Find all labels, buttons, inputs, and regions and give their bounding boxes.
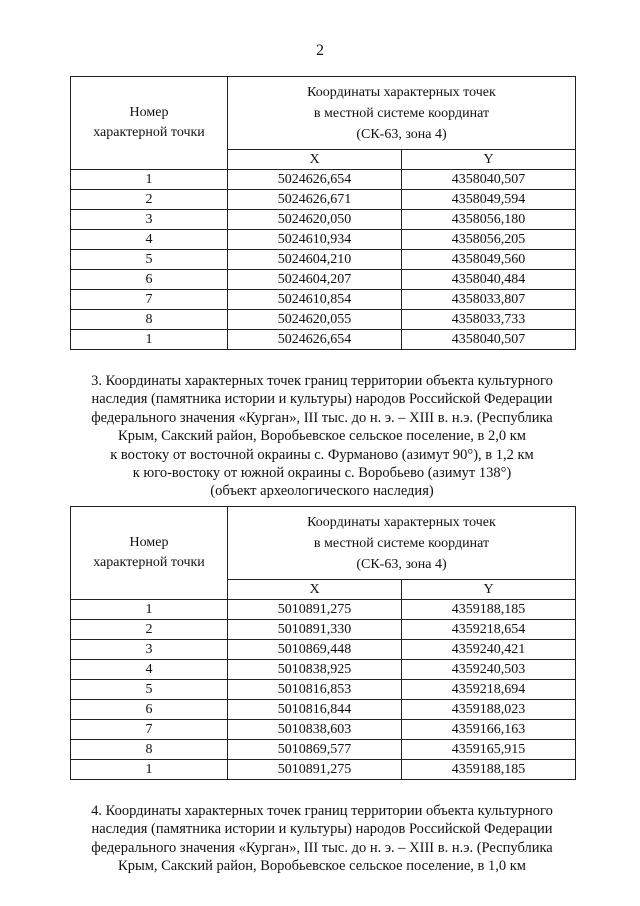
table-row (71, 620, 576, 640)
coord-header-line: (СК-63, зона 4) (356, 126, 447, 142)
coordinates-table-2 (70, 506, 576, 780)
point-number-header (71, 507, 228, 600)
point-number-cell: 4 (71, 230, 228, 250)
point-number-cell: 1 (71, 330, 228, 350)
text-line: федерального значения «Курган», III тыс. до н. э. – XIII в. н.э. (Республика (91, 839, 553, 856)
point-header-line: характерной точки (93, 125, 205, 140)
x-coordinate-cell: 5024626,654 (228, 170, 402, 190)
x-coordinate-cell: 5010869,577 (228, 740, 402, 760)
table-row (71, 170, 576, 190)
point-number-cell: 1 (71, 760, 228, 780)
point-number-cell: 3 (71, 210, 228, 230)
x-header: X (228, 580, 402, 600)
y-coordinate-cell: 4358056,180 (402, 210, 576, 230)
text-line: 3. Координаты характерных точек границ территории объекта культурного (91, 373, 553, 389)
table-row (71, 680, 576, 700)
coord-header-line: в местной системе координат (313, 535, 490, 551)
y-coordinate-cell: 4359218,694 (402, 680, 576, 700)
table-row (71, 330, 576, 350)
table-row (71, 660, 576, 680)
section-3-text (60, 372, 584, 501)
point-number-cell: 7 (71, 720, 228, 740)
y-coordinate-cell: 4359218,654 (402, 620, 576, 640)
point-number-cell: 6 (71, 700, 228, 720)
y-coordinate-cell: 4359188,185 (402, 760, 576, 780)
y-coordinate-cell: 4359240,503 (402, 660, 576, 680)
coord-header-line: Координаты характерных точек (307, 84, 496, 100)
text-line: наследия (памятника истории и культуры) народов Российской Федерации (91, 391, 553, 408)
table-row (71, 700, 576, 720)
point-header-line: Номер (129, 535, 169, 550)
y-header: Y (402, 150, 576, 170)
text-line: Крым, Сакский район, Воробьевское сельское поселение, в 2,0 км (118, 428, 526, 445)
y-coordinate-cell: 4358056,205 (402, 230, 576, 250)
point-number-cell: 2 (71, 620, 228, 640)
y-coordinate-cell: 4359188,023 (402, 700, 576, 720)
y-coordinate-cell: 4359188,185 (402, 600, 576, 620)
table-row (71, 640, 576, 660)
y-coordinate-cell: 4358049,560 (402, 250, 576, 270)
x-coordinate-cell: 5024610,934 (228, 230, 402, 250)
point-number-cell: 5 (71, 680, 228, 700)
point-header-line: Номер (129, 105, 169, 120)
x-coordinate-cell: 5024626,654 (228, 330, 402, 350)
table-row (71, 600, 576, 620)
table-row (71, 740, 576, 760)
x-coordinate-cell: 5024610,854 (228, 290, 402, 310)
x-coordinate-cell: 5010869,448 (228, 640, 402, 660)
x-header: X (228, 150, 402, 170)
y-coordinate-cell: 4358049,594 (402, 190, 576, 210)
y-coordinate-cell: 4359165,915 (402, 740, 576, 760)
coordinates-header (228, 507, 576, 580)
page-number: 2 (316, 42, 324, 59)
point-header-line: характерной точки (93, 555, 205, 570)
y-coordinate-cell: 4359240,421 (402, 640, 576, 660)
point-number-cell: 6 (71, 270, 228, 290)
coord-header-line: Координаты характерных точек (307, 514, 496, 530)
text-line: наследия (памятника истории и культуры) народов Российской Федерации (91, 821, 553, 838)
y-coordinate-cell: 4359166,163 (402, 720, 576, 740)
table-row (71, 270, 576, 290)
x-coordinate-cell: 5024620,050 (228, 210, 402, 230)
text-line: к востоку от восточной окраины с. Фурманово (азимут 90°), в 1,2 км (110, 446, 534, 463)
table-row (71, 310, 576, 330)
point-number-cell: 4 (71, 660, 228, 680)
point-number-cell: 5 (71, 250, 228, 270)
text-line: к юго-востоку от южной окраины с. Воробьево (азимут 138°) (132, 465, 512, 482)
x-coordinate-cell: 5024626,671 (228, 190, 402, 210)
y-coordinate-cell: 4358040,507 (402, 170, 576, 190)
point-number-cell: 8 (71, 740, 228, 760)
coord-header-line: в местной системе координат (313, 105, 490, 121)
y-header: Y (402, 580, 576, 600)
coordinates-header (228, 77, 576, 150)
x-coordinate-cell: 5010838,925 (228, 660, 402, 680)
y-coordinate-cell: 4358033,807 (402, 290, 576, 310)
x-coordinate-cell: 5024620,055 (228, 310, 402, 330)
point-number-cell: 3 (71, 640, 228, 660)
point-number-cell: 1 (71, 170, 228, 190)
x-coordinate-cell: 5010838,603 (228, 720, 402, 740)
text-line: федерального значения «Курган», III тыс. до н. э. – XIII в. н.э. (Республика (91, 409, 553, 426)
table-row (71, 230, 576, 250)
text-line: (объект археологического наследия) (210, 483, 434, 500)
point-number-header (71, 77, 228, 170)
x-coordinate-cell: 5010816,853 (228, 680, 402, 700)
text-line: 4. Координаты характерных точек границ территории объекта культурного (91, 803, 553, 819)
coordinates-table-1 (70, 76, 576, 350)
y-coordinate-cell: 4358033,733 (402, 310, 576, 330)
table-row (71, 210, 576, 230)
point-number-cell: 2 (71, 190, 228, 210)
table-row (71, 760, 576, 780)
section-4-text (60, 802, 584, 876)
y-coordinate-cell: 4358040,507 (402, 330, 576, 350)
point-number-cell: 1 (71, 600, 228, 620)
x-coordinate-cell: 5010816,844 (228, 700, 402, 720)
x-coordinate-cell: 5010891,275 (228, 760, 402, 780)
table-row (71, 290, 576, 310)
x-coordinate-cell: 5010891,330 (228, 620, 402, 640)
coord-header-line: (СК-63, зона 4) (356, 556, 447, 572)
x-coordinate-cell: 5024604,210 (228, 250, 402, 270)
point-number-cell: 7 (71, 290, 228, 310)
point-number-cell: 8 (71, 310, 228, 330)
table-row (71, 720, 576, 740)
table-row (71, 250, 576, 270)
x-coordinate-cell: 5010891,275 (228, 600, 402, 620)
x-coordinate-cell: 5024604,207 (228, 270, 402, 290)
text-line: Крым, Сакский район, Воробьевское сельское поселение, в 1,0 км (118, 858, 526, 875)
table-row (71, 190, 576, 210)
y-coordinate-cell: 4358040,484 (402, 270, 576, 290)
